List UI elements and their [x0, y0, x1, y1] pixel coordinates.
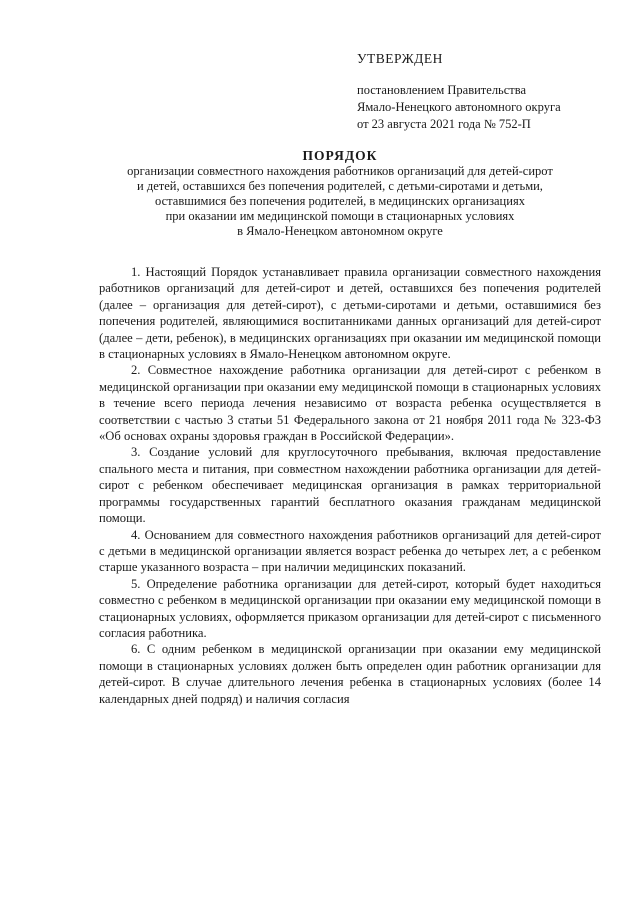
paragraph-1: 1. Настоящий Порядок устанавливает правила организации совместного нахождения работников организаций для детей-сирот и детей, оставшихся без попечения родителей (далее – организация для детей-сирот), с детьми-сиротами и детьми, оставшимися без попечения родителей, являющимися воспитанниками данных организаций для детей-сирот (далее – дети, ребенок), в медицинских организациях при оказании им медицинской помощи в стационарных условиях в Ямало-Ненецком автономном округе. [99, 265, 601, 362]
paragraph-5: 5. Определение работника организации для детей-сирот, который будет находиться совместно с ребенком в медицинской организации при оказании ему медицинской помощи в стационарных условиях, оформляется приказом организации для детей-сирот с письменного согласия работника. [99, 576, 601, 640]
paragraph-3: 3. Создание условий для круглосуточного пребывания, включая предоставление спального места и питания, при совместном нахождении работника организации для детей-сирот с ребенком обеспечивает медицинская организация в рамках территориальной программы государственных гарантий бесплатного оказания гражданам медицинской помощи. [99, 445, 601, 526]
approval-line: Ямало-Ненецкого автономного округа [357, 100, 561, 114]
subtitle-line: организации совместного нахождения работников организаций для детей-сирот [127, 164, 553, 178]
approval-heading: УТВЕРЖДЕН [357, 51, 443, 66]
approval-line: от 23 августа 2021 года № 752-П [357, 117, 531, 131]
approval-line: постановлением Правительства [357, 83, 527, 97]
document-body [99, 264, 601, 707]
paragraph-2: 2. Совместное нахождение работника организации для детей-сирот с ребенком в медицинской организации при оказании ему медицинской помощи в стационарных условиях в течение всего периода лечения независимо от возраста ребенка осуществляется в соответствии с частью 3 статьи 51 Федерального закона от 21 ноября 2011 года № 323-ФЗ «Об основах охраны здоровья граждан в Российской Федерации». [99, 363, 601, 444]
paragraph-4: 4. Основанием для совместного нахождения работников организаций для детей-сирот с детьми в медицинской организации является возраст ребенка до четырех лет, а с ребенком старше указанного возраста – при наличии медицинских показаний. [99, 527, 601, 575]
subtitle-line: и детей, оставшихся без попечения родителей, с детьми-сиротами и детьми, [137, 179, 543, 193]
document-title: ПОРЯДОК [302, 148, 378, 163]
paragraph-6: 6. С одним ребенком в медицинской организации при оказании ему медицинской помощи в стационарных условиях должен быть определен один работник организации для детей-сирот. В случае длительного лечения ребенка в стационарных условиях (более 14 календарных дней подряд) и наличия согласия [99, 642, 601, 706]
subtitle-line: при оказании им медицинской помощи в стационарных условиях [165, 209, 515, 223]
subtitle-line: в Ямало-Ненецком автономном округе [237, 224, 443, 238]
subtitle-line: оставшимися без попечения родителей, в медицинских организациях [155, 194, 525, 208]
approval-stamp [357, 50, 617, 133]
document-header [60, 148, 620, 239]
